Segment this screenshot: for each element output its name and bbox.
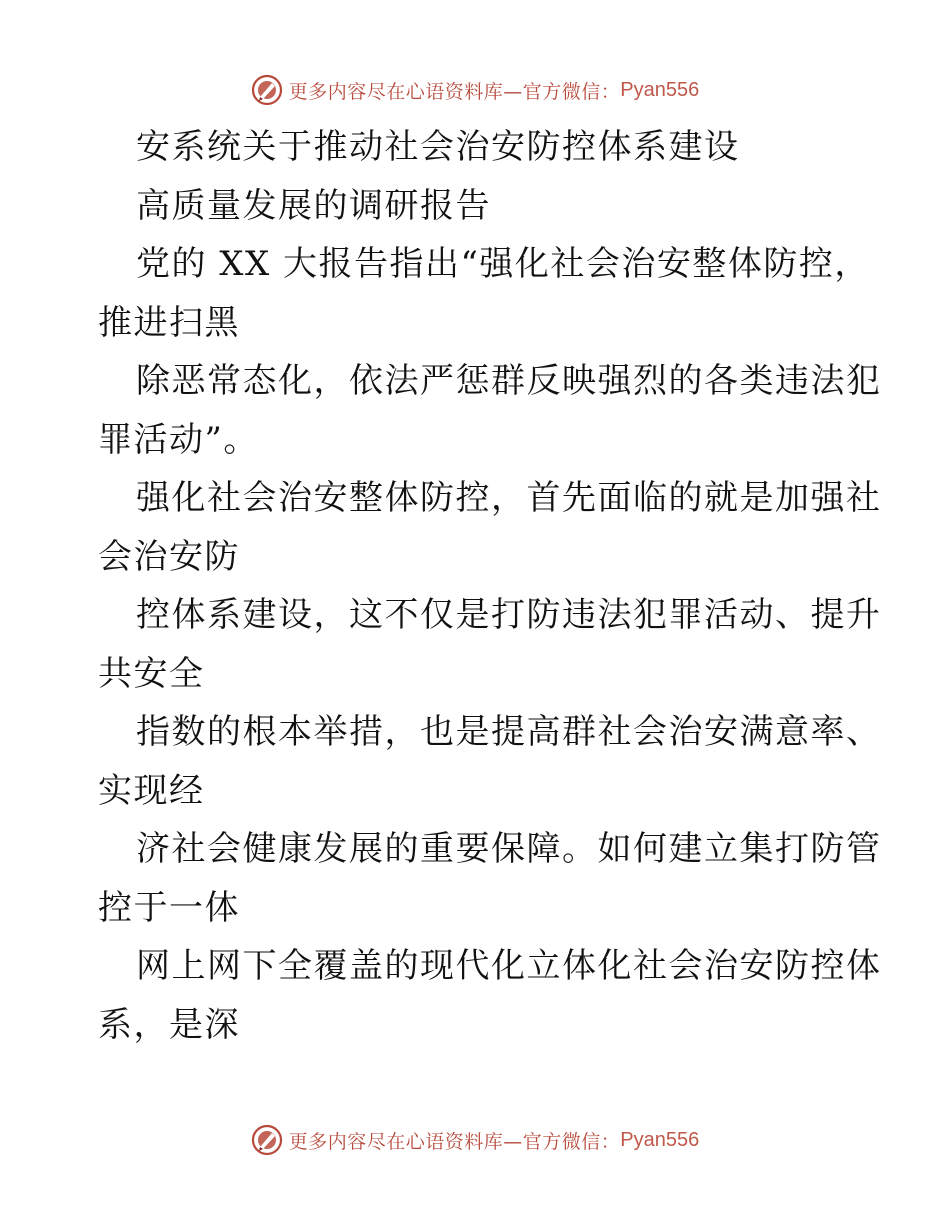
- body-text-line: 安系统关于推动社会治安防控体系建设: [136, 127, 740, 167]
- body-text-line: 网上网下全覆盖的现代化立体化社会治安防控体: [136, 946, 882, 986]
- pen-logo-icon: [251, 74, 283, 106]
- header-watermark: [0, 70, 950, 110]
- watermark-text: 更多内容尽在心语资料库—官方微信：: [288, 1130, 621, 1153]
- pen-logo-icon: [251, 1124, 283, 1156]
- body-text-line: 济社会健康发展的重要保障。如何建立集打防管: [136, 829, 882, 869]
- body-text-line: 会治安防: [98, 536, 240, 577]
- footer-watermark: [0, 1120, 950, 1160]
- body-text-line: 系，是深: [98, 1004, 240, 1045]
- body-text-line: 共安全: [98, 653, 205, 694]
- body-text-line: 罪活动”。: [98, 419, 259, 460]
- body-text-line: 除恶常态化，依法严惩群反映强烈的各类违法犯: [136, 361, 882, 401]
- body-text-line: 高质量发展的调研报告: [136, 185, 491, 226]
- watermark-handle: Pyan556: [620, 1128, 700, 1151]
- watermark-handle: Pyan556: [620, 78, 700, 101]
- body-text-line: 强化社会治安整体防控，首先面临的就是加强社: [136, 478, 882, 518]
- body-text-line: 指数的根本举措，也是提高群社会治安满意率、: [136, 712, 882, 752]
- body-text-line: 推进扫黑: [98, 302, 240, 343]
- body-text-line: 控于一体: [98, 887, 240, 928]
- body-text-line: 控体系建设，这不仅是打防违法犯罪活动、提升: [136, 595, 882, 635]
- watermark-text: 更多内容尽在心语资料库—官方微信：: [288, 80, 621, 103]
- body-text-line: 实现经: [98, 770, 205, 811]
- body-text-line: 党的 XX 大报告指出“强化社会治安整体防控，: [136, 244, 870, 284]
- document-body: [98, 118, 882, 1054]
